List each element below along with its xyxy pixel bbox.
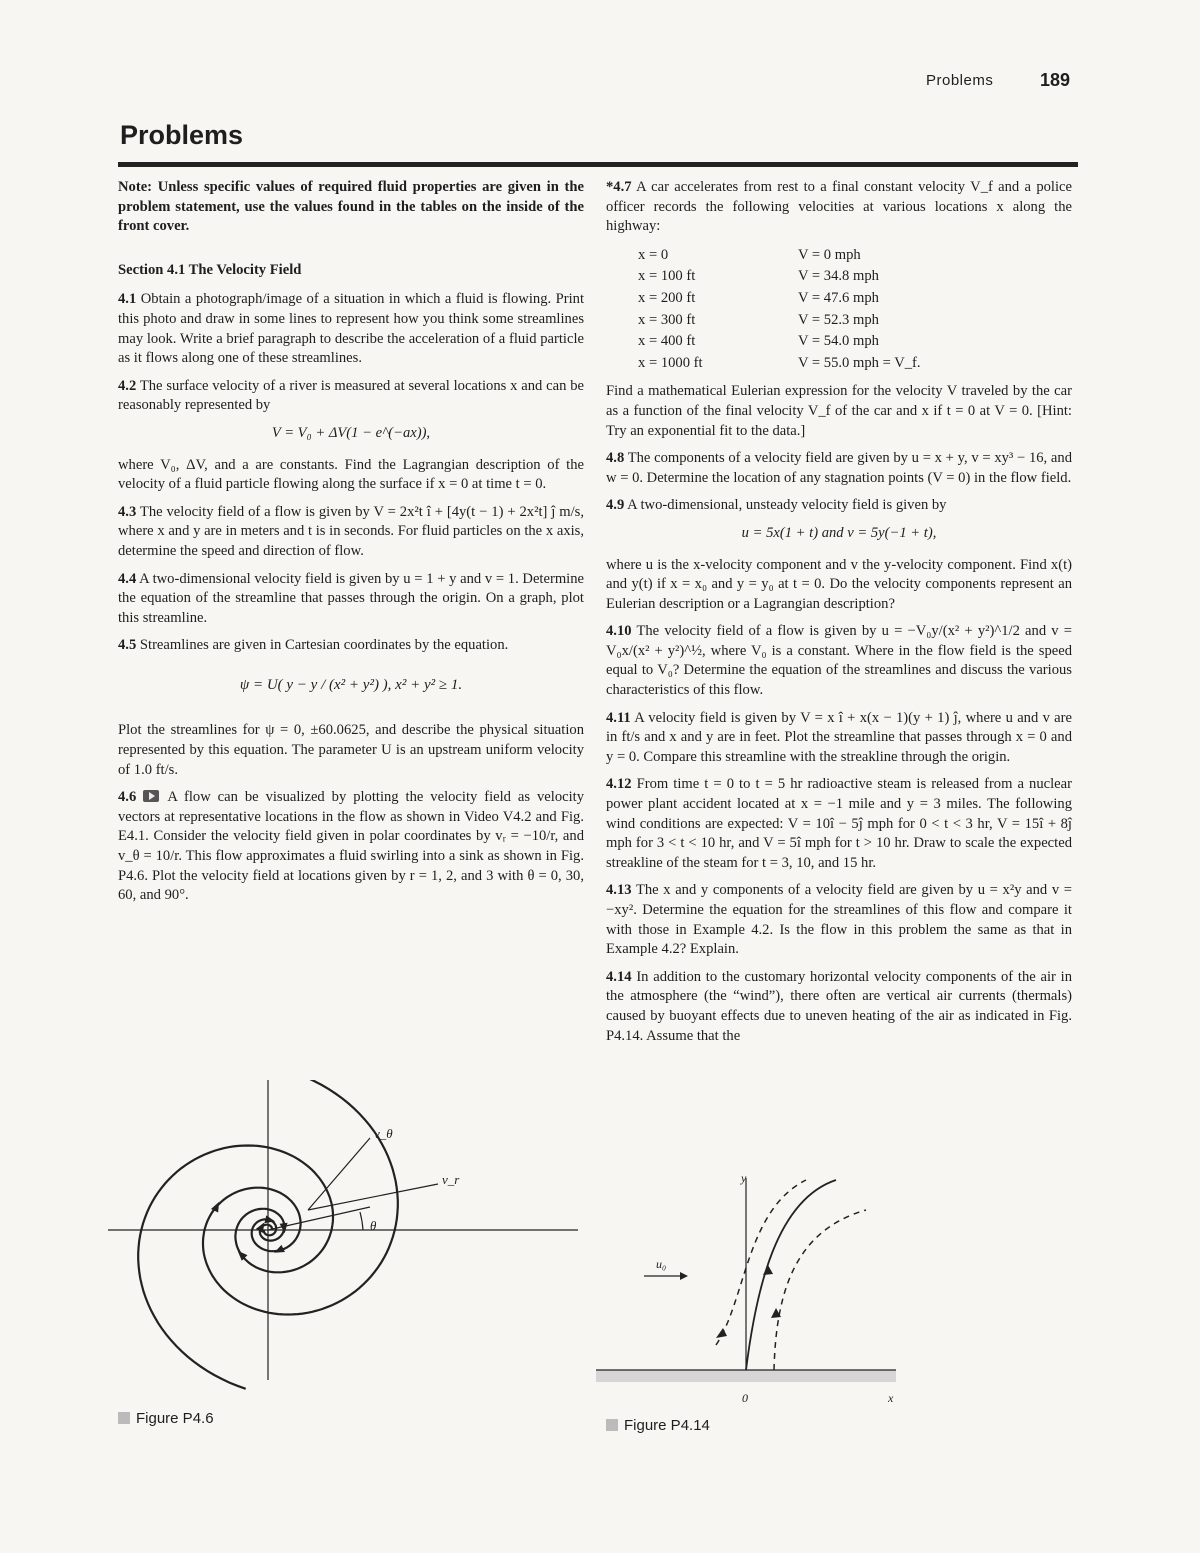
problem-4-7-cont: Find a mathematical Eulerian expression for the velocity V traveled by the car as a function of the final velocity V_f of the car and x if t = 0 at V = 0. [Hint: Try an exponential fit to the data.]: [606, 383, 1072, 439]
streamline-dashed: [716, 1180, 806, 1345]
streamline-solid: [746, 1180, 836, 1370]
theta-arc: [360, 1212, 363, 1230]
label-y: y: [741, 1171, 747, 1185]
page-number: 189: [1040, 70, 1071, 90]
problem-4-12: 4.12 From time t = 0 to t = 5 hr radioactive steam is released from a nuclear power plant accident located at x = −1 mile and y = 3 miles. The following wind conditions are expected: V = 10î − 5ĵ mph for 0 < t < 3 hr, V = 15î + 8ĵ mph for 3 < t < 10 hr, and V = 5î mph for t > 10 hr. Draw to scale the expected streakline of the steam for t = 3, 10, and 15 hr.: [606, 776, 1072, 871]
video-icon: [143, 790, 159, 802]
problem-4-1: 4.1 Obtain a photograph/image of a situation in which a fluid is flowing. Print this photo and draw in some lines to represent how you think some streamlines may look. Write a brief paragraph to describe the acceleration of a fluid particle as it flows along one of these streamlines.: [118, 291, 584, 367]
arrow-head: [280, 1223, 289, 1234]
equation-4-9: u = 5x(1 + t) and v = 5y(−1 + t),: [741, 524, 937, 541]
problem-4-5-cont: Plot the streamlines for ψ = 0, ±60.0625, and describe the physical situation represented by this equation. The parameter U is an upstream uniform velocity of 1.0 ft/s.: [118, 722, 584, 778]
velocity-table: [638, 245, 921, 375]
problem-4-6: 4.6 A flow can be visualized by plotting the velocity field as velocity vectors at representative locations in the flow as shown in Video V4.2 and Fig. E4.1. Consider the velocity field given in polar coordinates by vᵣ = −10/r, and v_θ = 10/r. This flow approximates a fluid swirling into a sink as shown in Fig. P4.6. Plot the velocity field at locations given by r = 1, 2, and 3 with θ = 0, 30, 60, and 90°.: [118, 789, 585, 904]
problem-4-9: 4.9 A two-dimensional, unsteady velocity field is given by: [606, 497, 947, 514]
page-title: Problems: [120, 120, 244, 150]
figure-p4-6: [108, 1080, 588, 1400]
problem-4-11: 4.11 A velocity field is given by V = x î + x(x − 1)(y + 1) ĵ, where u and v are in ft/s and x and y are in feet. Plot the streamline that passes through x = 0 and y = 0. Compare this streamline with the streakline through the origin.: [606, 709, 1073, 765]
problem-4-5: 4.5 Streamlines are given in Cartesian coordinates by the equation.: [118, 637, 509, 654]
table-row: x = 1000 ft V = 55.0 mph = V_f.: [638, 354, 921, 371]
equation-4-5: ψ = U( y − y / (x² + y²) ), x² + y² ≥ 1.: [239, 676, 463, 693]
table-row: x = 300 ft V = 52.3 mph: [638, 311, 879, 328]
arrow-head: [763, 1265, 773, 1275]
running-header: Problems: [926, 72, 994, 89]
table-row: x = 200 ft V = 47.6 mph: [638, 289, 879, 306]
problem-4-4: 4.4 A two-dimensional velocity field is given by u = 1 + y and v = 1. Determine the equation of the streamline that passes through the origin. On a graph, plot this streamline.: [118, 570, 584, 626]
arrow-head: [716, 1328, 727, 1338]
spiral-streamline: [203, 1080, 398, 1315]
problem-4-8: 4.8 The components of a velocity field are given by u = x + y, v = xy³ − 16, and w = 0. Determine the location of any stagnation points (V = 0) in the flow field.: [606, 450, 1073, 486]
table-row: x = 400 ft V = 54.0 mph: [638, 333, 879, 350]
equation-4-2: V = V₀ + ΔV(1 − e^(−ax)),: [271, 424, 431, 441]
ground: [596, 1370, 896, 1382]
label-theta: θ: [370, 1218, 377, 1233]
figure-caption-p4-14: Figure P4.14: [606, 1417, 710, 1434]
label-origin: 0: [742, 1391, 748, 1405]
section-heading: Section 4.1 The Velocity Field: [118, 261, 302, 278]
table-row: x = 100 ft V = 34.8 mph: [638, 268, 879, 285]
label-u0: u₀: [656, 1257, 667, 1271]
note-paragraph: Note: Unless specific values of required fluid properties are given in the problem statement, use the values found in the tables on the inside of the front cover.: [118, 179, 584, 235]
problem-4-3: 4.3 The velocity field of a flow is given by V = 2x²t î + [4y(t − 1) + 2x²t] ĵ m/s, where x and y are in meters and t is in seconds. For fluid particles on the x axis, determine the speed and direction of flow.: [118, 503, 584, 559]
figure-p4-14: [596, 1170, 1076, 1410]
table-row: x = 0 V = 0 mph: [638, 246, 861, 263]
label-x: x: [888, 1391, 894, 1405]
title-rule: [118, 162, 1078, 167]
problem-4-13: 4.13 The x and y components of a velocity field are given by u = x²y and v = −xy². Determine the equation for the streamlines of this flow and compare it with those in Example 4.2. Is the flow in this problem the same as that in Example 4.2? Explain.: [606, 882, 1073, 958]
problem-4-2-cont: where V₀, ΔV, and a are constants. Find the Lagrangian description of the velocity of a fluid particle flowing along the surface if x = 0 at time t = 0.: [118, 456, 584, 493]
left-column: [118, 178, 584, 914]
figure-caption-p4-6: Figure P4.6: [118, 1410, 214, 1427]
problem-4-10: 4.10 The velocity field of a flow is given by u = −V₀y/(x² + y²)^1/2 and v = V₀x/(x² + y²)^½, where V₀ is a constant. Where in the flow field is the speed equal to V₀? Determine the equation of the streamlines and discuss the various characteristics of this flow.: [606, 623, 1073, 699]
problem-4-9-cont: where u is the x-velocity component and v the y-velocity component. Find x(t) and y(t) if x = x₀ and y = y₀ at t = 0. Do the velocity components represent an Eulerian description or a Lagrangian description?: [606, 556, 1072, 612]
spiral-streamline: [138, 1146, 333, 1389]
problem-4-7: *4.7 A car accelerates from rest to a final constant velocity V_f and a police officer records the following velocities at various locations x along the highway:: [606, 179, 1072, 235]
problem-4-2: 4.2 The surface velocity of a river is measured at several locations x and can be reasonably represented by: [118, 377, 584, 414]
right-column: [606, 178, 1072, 1054]
label-v-r: v_r: [442, 1172, 460, 1187]
arrow-head: [680, 1272, 688, 1280]
problem-4-14: 4.14 In addition to the customary horizontal velocity components of the air in the atmosphere (the “wind”), there often are vertical air currents (thermals) caused by buoyant effects due to uneven heating of the air as indicated in Fig. P4.14. Assume that the: [606, 968, 1072, 1044]
streamline-dashed: [774, 1210, 866, 1370]
label-v-theta: v_θ: [374, 1126, 393, 1141]
